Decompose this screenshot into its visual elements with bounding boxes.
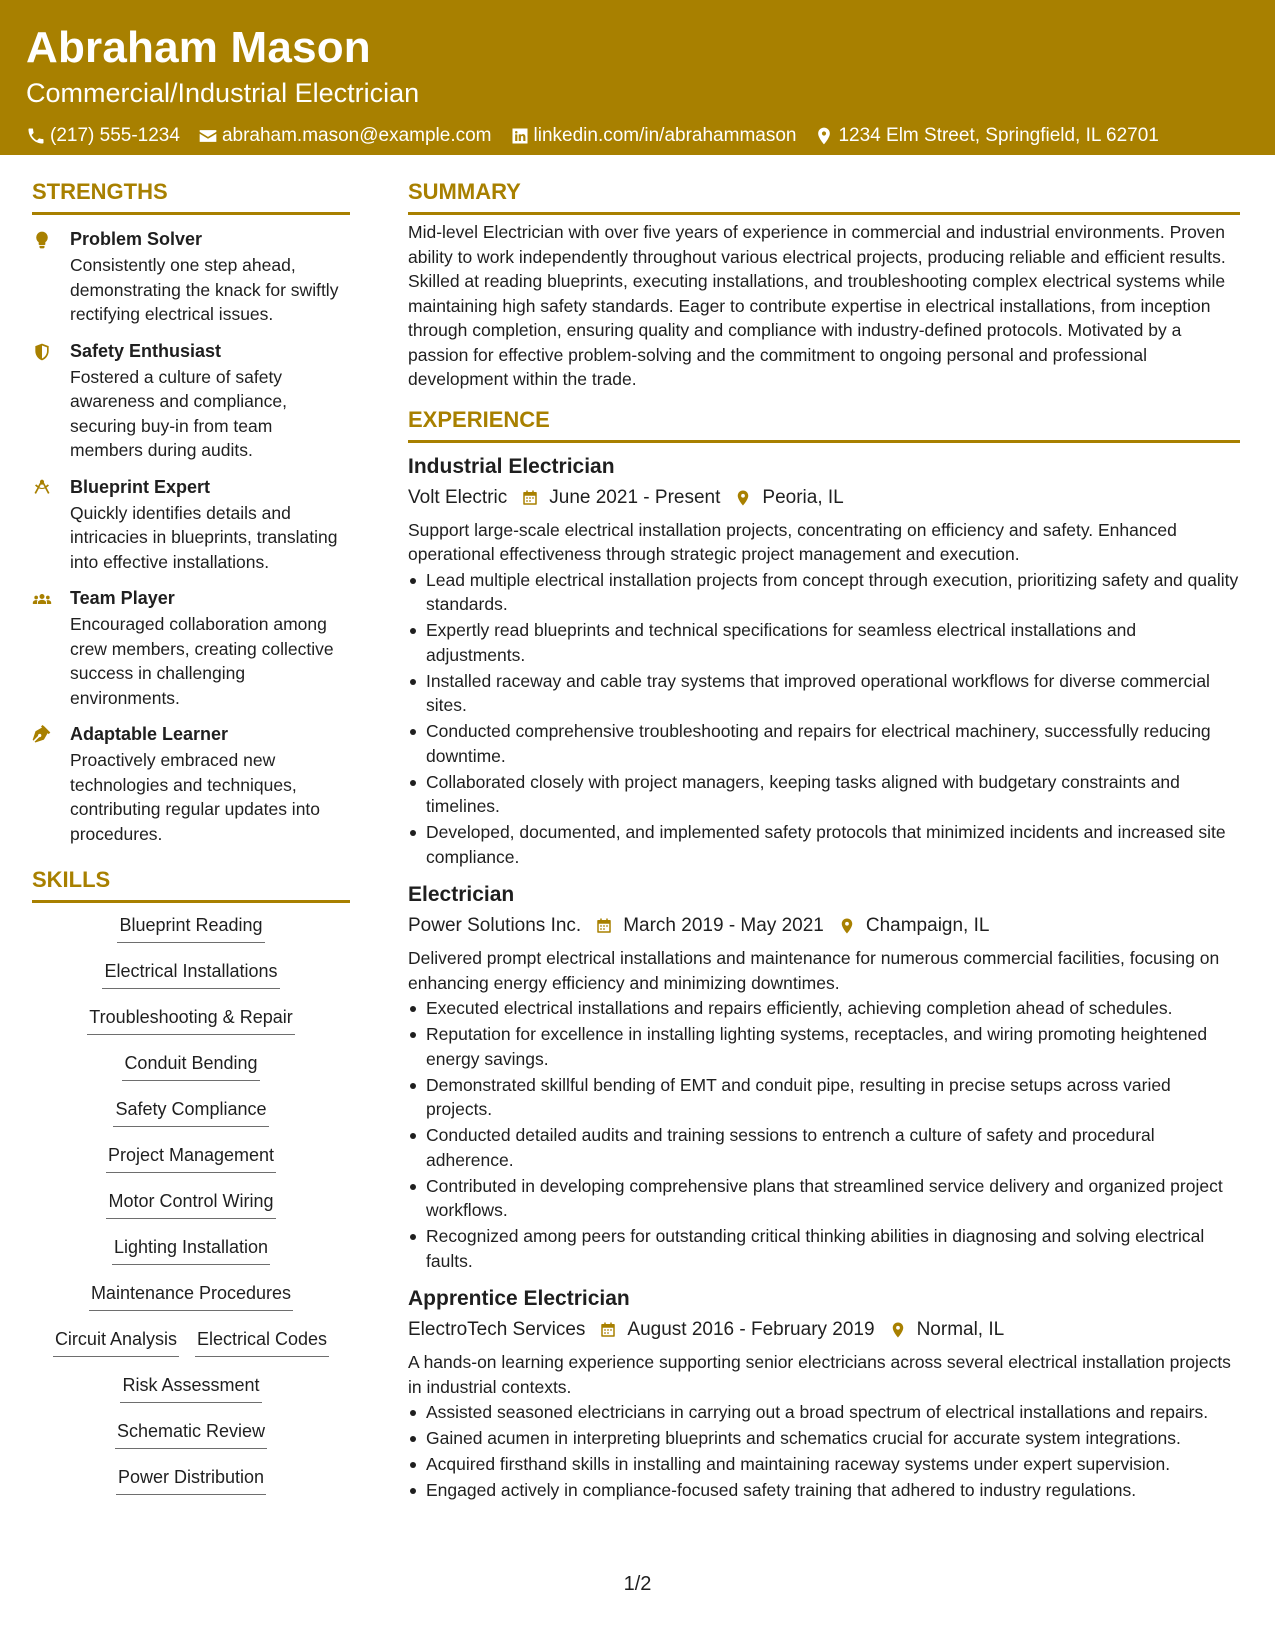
job-description: Support large-scale electrical installation projects, concentrating on efficiency and safety. Enhanced operational effectiveness through strategic project management and execution.: [408, 519, 1177, 564]
envelope-icon: [198, 126, 218, 146]
skill-tag: Lighting Installation: [112, 1235, 270, 1265]
list-item: Recognized among peers for outstanding critical thinking abilities in diagnosing and solving electrical faults.: [408, 1224, 1240, 1273]
strength-item: [32, 339, 350, 463]
job-location: Peoria, IL: [762, 486, 844, 508]
job-company: ElectroTech Services: [408, 1319, 586, 1340]
list-item: Assisted seasoned electricians in carrying out a broad spectrum of electrical installations and repairs.: [408, 1400, 1240, 1425]
list-item: Collaborated closely with project managers, keeping tasks aligned with budgetary constraints and timelines.: [408, 770, 1240, 819]
job-bullets: [408, 568, 1240, 870]
list-item: Gained acumen in interpreting blueprints and schematics crucial for accurate system integrations.: [408, 1426, 1240, 1451]
strength-item: [32, 586, 350, 710]
list-item: Executed electrical installations and repairs efficiently, achieving completion ahead of schedules.: [408, 996, 1240, 1021]
location-pin-icon: [889, 1321, 907, 1339]
job-meta: [408, 485, 1240, 511]
location-pin-icon: [734, 489, 752, 507]
skill-tag: Blueprint Reading: [117, 913, 264, 943]
skill-tag: Electrical Installations: [102, 959, 279, 989]
right-column: [408, 178, 1240, 1504]
job-dates: August 2016 - February 2019: [627, 1319, 875, 1340]
job-entry: [408, 453, 1240, 870]
skills-heading: SKILLS: [32, 866, 350, 903]
strength-title: Blueprint Expert: [70, 476, 211, 497]
pen-nib-icon: [32, 725, 52, 745]
experience-heading: EXPERIENCE: [408, 406, 1240, 443]
job-bullets: [408, 1400, 1240, 1503]
job-title: Electrician: [408, 883, 515, 906]
strength-title: Problem Solver: [70, 229, 203, 249]
list-item: Expertly read blueprints and technical specifications for seamless electrical installations and adjustments.: [408, 618, 1240, 667]
job-entry: [408, 1285, 1240, 1503]
skill-tag: Conduit Bending: [122, 1051, 259, 1081]
job-location: Normal, IL: [916, 1319, 1005, 1340]
skill-tag: Electrical Codes: [195, 1327, 329, 1357]
strength-item: [32, 475, 350, 575]
address-text: 1234 Elm Street, Springfield, IL 62701: [838, 125, 1159, 146]
contact-phone[interactable]: [26, 124, 180, 148]
job-title: Apprentice Electrician: [408, 1287, 630, 1310]
list-item: Conducted detailed audits and training sessions to entrench a culture of safety and procedural adherence.: [408, 1123, 1240, 1172]
left-column: [32, 178, 350, 1511]
job-bullets: [408, 996, 1240, 1273]
compass-drafting-icon: [32, 478, 52, 498]
linkedin-icon: [510, 126, 530, 146]
job-entry: [408, 881, 1240, 1273]
job-title: Industrial Electrician: [408, 454, 615, 478]
strength-desc: Quickly identifies details and intricacies in blueprints, translating into effective installations.: [70, 502, 338, 572]
job-company: Volt Electric: [408, 486, 508, 508]
strength-title: Safety Enthusiast: [70, 340, 222, 361]
linkedin-text: linkedin.com/in/abrahammason: [533, 125, 797, 146]
strength-desc: Fostered a culture of safety awareness and compliance, securing buy-in from team members during audits.: [70, 366, 287, 460]
list-item: Installed raceway and cable tray systems that improved operational workflows for diverse commercial sites.: [408, 669, 1240, 718]
strength-desc: Encouraged collaboration among crew members, creating collective success in challenging environments.: [70, 614, 334, 708]
users-icon: [32, 589, 52, 609]
strength-desc: Consistently one step ahead, demonstrating the knack for swiftly rectifying electrical issues.: [70, 255, 339, 324]
email-text: abraham.mason@example.com: [221, 125, 492, 146]
list-item: Engaged actively in compliance-focused safety training that adhered to industry regulations.: [408, 1478, 1240, 1503]
skill-tag: Circuit Analysis: [53, 1327, 179, 1357]
job-meta: [408, 1317, 1240, 1343]
job-meta: [408, 913, 1240, 939]
skill-tag: Maintenance Procedures: [89, 1281, 293, 1311]
lightbulb-icon: [32, 230, 52, 250]
candidate-role: Commercial/Industrial Electrician: [26, 78, 420, 108]
skill-tag: Risk Assessment: [120, 1373, 261, 1403]
strength-item: [32, 227, 350, 327]
strengths-heading: STRENGTHS: [32, 178, 350, 215]
strength-desc: Proactively embraced new technologies and techniques, contributing regular updates into procedures.: [70, 750, 321, 844]
job-location: Champaign, IL: [865, 915, 990, 936]
list-item: Contributed in developing comprehensive plans that streamlined service delivery and organized project workflows.: [408, 1174, 1240, 1223]
skill-tag: Power Distribution: [116, 1465, 266, 1495]
strength-item: [32, 722, 350, 846]
list-item: Acquired firsthand skills in installing and maintaining raceway systems under expert supervision.: [408, 1452, 1240, 1477]
strength-title: Team Player: [70, 588, 175, 608]
job-description: A hands-on learning experience supporting senior electricians across several electrical installation projects in industrial contexts.: [408, 1352, 1231, 1397]
list-item: Demonstrated skillful bending of EMT and conduit pipe, resulting in precise setups across varied projects.: [408, 1073, 1240, 1122]
location-pin-icon: [814, 126, 834, 146]
job-description: Delivered prompt electrical installations and maintenance for numerous commercial facilities, focusing on enhancing energy efficiency and minimizing downtimes.: [408, 948, 1220, 993]
calendar-icon: [595, 917, 613, 935]
location-pin-icon: [838, 917, 856, 935]
candidate-name: Abraham Mason: [26, 23, 371, 72]
strength-title: Adaptable Learner: [70, 724, 229, 744]
skills-list: [32, 913, 350, 1511]
phone-icon: [26, 126, 46, 146]
calendar-icon: [521, 489, 539, 507]
summary-heading: SUMMARY: [408, 178, 1240, 215]
contact-bar: [26, 124, 1249, 148]
job-company: Power Solutions Inc.: [408, 915, 582, 936]
shield-icon: [32, 342, 52, 362]
skill-tag: Schematic Review: [115, 1419, 267, 1449]
list-item: Conducted comprehensive troubleshooting and repairs for electrical machinery, successfully reducing downtime.: [408, 719, 1240, 768]
summary-text: Mid-level Electrician with over five years of experience in commercial and industrial environments. Proven ability to work independently throughout various electrical projects, producing reliable and efficient results. Skilled at reading blueprints, executing installations, and troubleshooting complex electrical systems while maintaining high safety standards. Eager to contribute expertise in electrical installations, from inception through completion, ensuring quality and compliance with industry-defined protocols. Motivated by a passion for effective problem-solving and the commitment to ongoing personal and professional development within the trade.: [408, 222, 1226, 389]
contact-linkedin[interactable]: [510, 124, 797, 148]
skill-tag: Troubleshooting & Repair: [87, 1005, 294, 1035]
calendar-icon: [599, 1321, 617, 1339]
skill-tag: Motor Control Wiring: [106, 1189, 275, 1219]
list-item: Developed, documented, and implemented safety protocols that minimized incidents and increased site compliance.: [408, 820, 1240, 869]
contact-email[interactable]: [198, 124, 492, 148]
skill-tag: Safety Compliance: [113, 1097, 268, 1127]
phone-text: (217) 555-1234: [50, 125, 180, 146]
page-number: 1/2: [623, 1573, 652, 1595]
job-dates: June 2021 - Present: [549, 486, 721, 508]
job-dates: March 2019 - May 2021: [623, 915, 824, 936]
resume-header: [0, 0, 1275, 155]
list-item: Reputation for excellence in installing lighting systems, receptacles, and wiring promoting heightened energy savings.: [408, 1022, 1240, 1071]
list-item: Lead multiple electrical installation projects from concept through execution, prioritizing safety and quality standards.: [408, 568, 1240, 617]
skill-tag: Project Management: [106, 1143, 276, 1173]
contact-address: [814, 124, 1158, 148]
